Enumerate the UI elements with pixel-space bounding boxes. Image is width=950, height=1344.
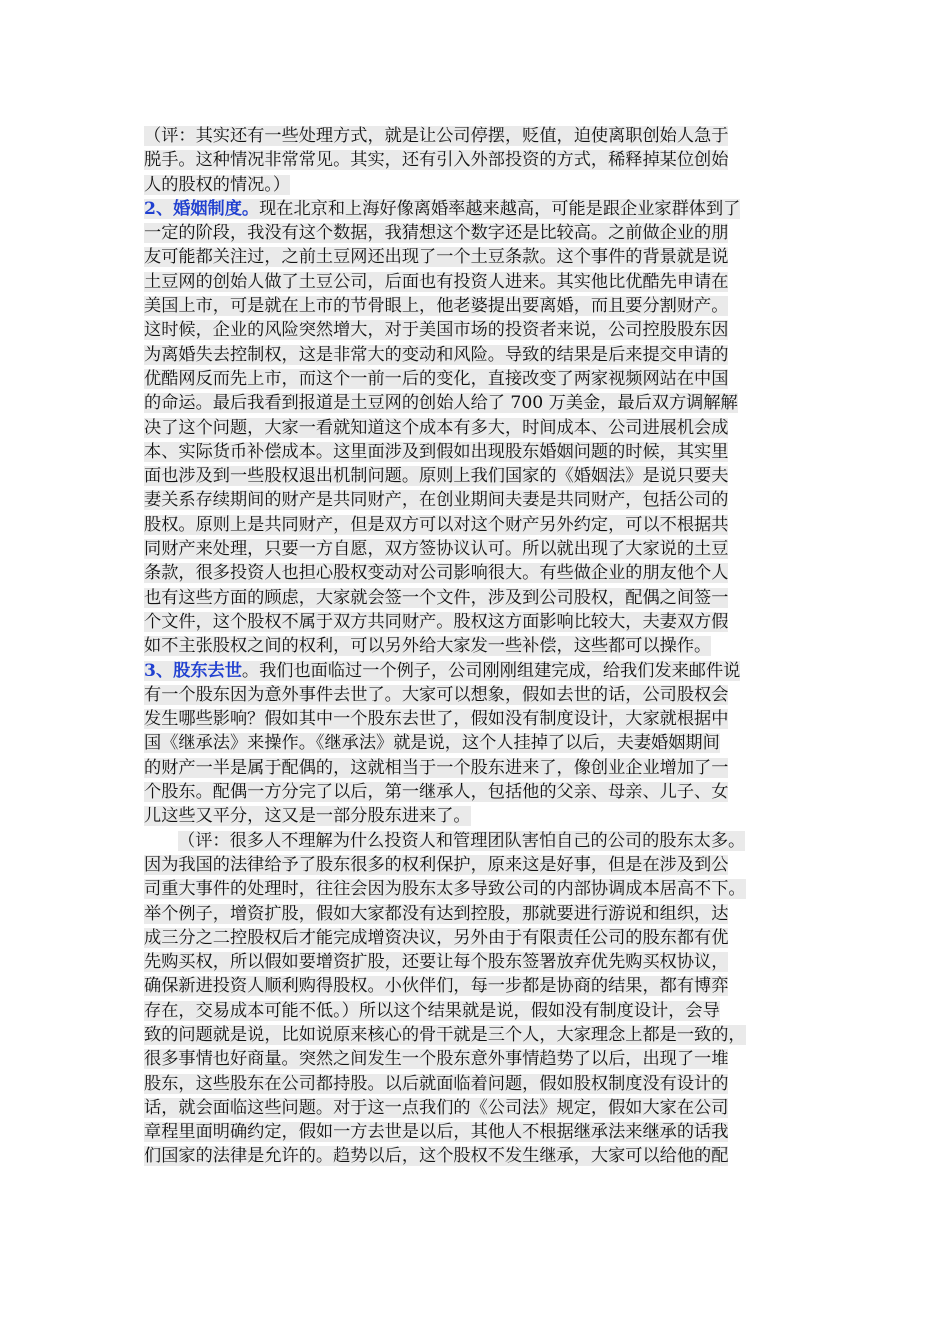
text-span: 的财产一半是属于配偶的，这就相当于一个股东进来了，像创业企业增加了一 [144, 757, 729, 778]
text-span: 的命运。最后我看到报道是土豆网的创始人给了 700 万美金，最后双方调解解 [144, 393, 738, 414]
para4-line [144, 950, 808, 974]
text-span: 。我们也面临过一个例子，公司刚刚组建完成，给我们发来邮件说 [241, 660, 741, 681]
section3-heading: 3、股东去世 [144, 660, 242, 681]
text-span: 条款，很多投资人也担心股权变动对公司影响很大。有些做企业的朋友他个人 [144, 563, 729, 584]
text-span: 优酷网反而先上市，而这个一前一后的变化，直接改变了两家视频网站在中国 [144, 368, 729, 389]
text-span: 章程里面明确约定，假如一方去世是以后，其他人不根据继承法来继承的话我 [144, 1122, 729, 1143]
para1-line [144, 148, 808, 172]
text-span: 股东，这些股东在公司都持股。以后就面临着问题，假如股权制度没有设计的 [144, 1073, 729, 1094]
text-span: 为离婚失去控制权，这是非常大的变动和风险。导致的结果是后来提交申请的 [144, 344, 729, 365]
section2-line [144, 634, 808, 658]
section2-line [144, 488, 808, 512]
text-span: 司重大事件的处理时，往往会因为股东太多导致公司的内部协调成本居高不下。 [144, 879, 746, 900]
text-span: （评：其实还有一些处理方式，就是让公司停摆，贬值，迫使离职创始人急于 [144, 126, 729, 146]
para4-line [144, 1144, 808, 1168]
para4-line [144, 877, 808, 901]
section2-heading: 2、婚姻制度。 [144, 198, 260, 219]
para4-line [144, 853, 808, 877]
document-body [144, 124, 808, 1169]
text-span: 现在北京和上海好像离婚率越来越高，可能是跟企业家群体到了 [259, 198, 741, 219]
text-span: 土豆网的创始人做了土豆公司，后面也有投资人进来。其实他比优酷先申请在 [144, 271, 729, 292]
section2-line [144, 221, 808, 245]
text-span: 发生哪些影响？假如其中一个股东去世了，假如没有制度设计，大家就根据中 [144, 709, 729, 730]
para4-line [144, 1120, 808, 1144]
section3-line [144, 683, 808, 707]
text-span: 如不主张股权之间的权利，可以另外给大家发一些补偿，这些都可以操作。 [144, 636, 712, 657]
para4-line [144, 829, 808, 853]
section2-line [144, 245, 808, 269]
section2-line [144, 610, 808, 634]
para4-line [144, 902, 808, 926]
section2-line [144, 294, 808, 318]
text-span: 人的股权的情况。） [144, 174, 291, 195]
section2-line [144, 440, 808, 464]
para4-line [144, 1096, 808, 1120]
section2-line [144, 270, 808, 294]
section2-line [144, 343, 808, 367]
section2-line [144, 561, 808, 585]
text-span: 存在，交易成本可能不低。）所以这个结果就是说，假如没有制度设计，会导 [144, 1000, 720, 1021]
para1-line [144, 173, 808, 197]
text-span: 妻关系存续期间的财产是共同财产，在创业期间夫妻是共同财产，包括公司的 [144, 490, 729, 511]
text-span: 本、实际货币补偿成本。这里面涉及到假如出现股东婚姻问题的时候，其实里 [144, 441, 729, 462]
text-span: 脱手。这种情况非常常见。其实，还有引入外部投资的方式，稀释掉某位创始 [144, 150, 729, 171]
text-span: 同财产来处理，只要一方自愿，双方签协议认可。所以就出现了大家说的土豆 [144, 539, 729, 560]
section2-line [144, 513, 808, 537]
section3-line [144, 804, 808, 828]
section3-line [144, 780, 808, 804]
para4-line [144, 1072, 808, 1096]
section2-line [144, 537, 808, 561]
para4-line [144, 999, 808, 1023]
para1-line [144, 124, 808, 148]
text-span: 美国上市，可是就在上市的节骨眼上，他老婆提出要离婚，而且要分割财产。 [144, 296, 729, 317]
para4-line [144, 974, 808, 998]
section2-line [144, 586, 808, 610]
text-span: 也有这些方面的顾虑，大家就会签一个文件，涉及到公司股权，配偶之间签一 [144, 587, 729, 608]
text-span: 们国家的法律是允许的。趋势以后，这个股权不发生继承，大家可以给他的配 [144, 1146, 729, 1167]
text-span: 致的问题就是说，比如说原来核心的骨干就是三个人，大家理念上都是一致的， [144, 1024, 746, 1045]
section3-line [144, 756, 808, 780]
text-span: 这时候，企业的风险突然增大，对于美国市场的投资者来说，公司控股股东因 [144, 320, 729, 341]
section3-line [144, 707, 808, 731]
text-span: 话，就会面临这些问题。对于这一点我们的《公司法》规定，假如大家在公司 [144, 1097, 729, 1118]
section2-line [144, 367, 808, 391]
text-span: 个股东。配偶一方分完了以后，第一继承人，包括他的父亲、母亲、儿子、女 [144, 782, 729, 803]
section3-heading-line [144, 659, 808, 683]
text-span: 成三分之二控股权后才能完成增资决议，另外由于有限责任公司的股东都有优 [144, 927, 729, 948]
section2-line [144, 464, 808, 488]
section2-line [144, 318, 808, 342]
para4-line [144, 1023, 808, 1047]
text-span: （评：很多人不理解为什么投资人和管理团队害怕自己的公司的股东太多。 [178, 830, 746, 851]
text-span: 儿这些又平分，这又是一部分股东进来了。 [144, 806, 471, 827]
para4-line [144, 1047, 808, 1071]
section3-line [144, 731, 808, 755]
section2-line [144, 391, 808, 415]
text-span: 决了这个问题，大家一看就知道这个成本有多大，时间成本、公司进展机会成 [144, 417, 729, 438]
text-span: 一定的阶段，我没有这个数据，我猜想这个数字还是比较高。之前做企业的朋 [144, 223, 729, 244]
para4-line [144, 926, 808, 950]
text-span: 举个例子，增资扩股，假如大家都没有达到控股，那就要进行游说和组织，达 [144, 903, 729, 924]
section2-line [144, 416, 808, 440]
text-span: 因为我国的法律给予了股东很多的权利保护，原来这是好事，但是在涉及到公 [144, 854, 729, 875]
text-span: 很多事情也好商量。突然之间发生一个股东意外事情趋势了以后，出现了一堆 [144, 1049, 729, 1070]
section2-heading-line [144, 197, 808, 221]
text-span: 国《继承法》来操作。《继承法》就是说，这个人挂掉了以后，夫妻婚姻期间 [144, 733, 720, 754]
text-span: 先购买权，所以假如要增资扩股，还要让每个股东签署放弃优先购买权协议， [144, 952, 729, 973]
text-span: 个文件，这个股权不属于双方共同财产。股权这方面影响比较大，夫妻双方假 [144, 611, 729, 632]
text-span: 有一个股东因为意外事件去世了。大家可以想象，假如去世的话，公司股权会 [144, 684, 729, 705]
text-span: 面也涉及到一些股权退出机制问题。原则上我们国家的《婚姻法》是说只要夫 [144, 466, 729, 487]
text-span: 股权。原则上是共同财产，但是双方可以对这个财产另外约定，可以不根据共 [144, 514, 729, 535]
text-span: 友可能都关注过，之前土豆网还出现了一个土豆条款。这个事件的背景就是说 [144, 247, 729, 268]
text-span: 确保新进投资人顺利购得股权。小伙伴们，每一步都是协商的结果，都有博弈 [144, 976, 729, 997]
